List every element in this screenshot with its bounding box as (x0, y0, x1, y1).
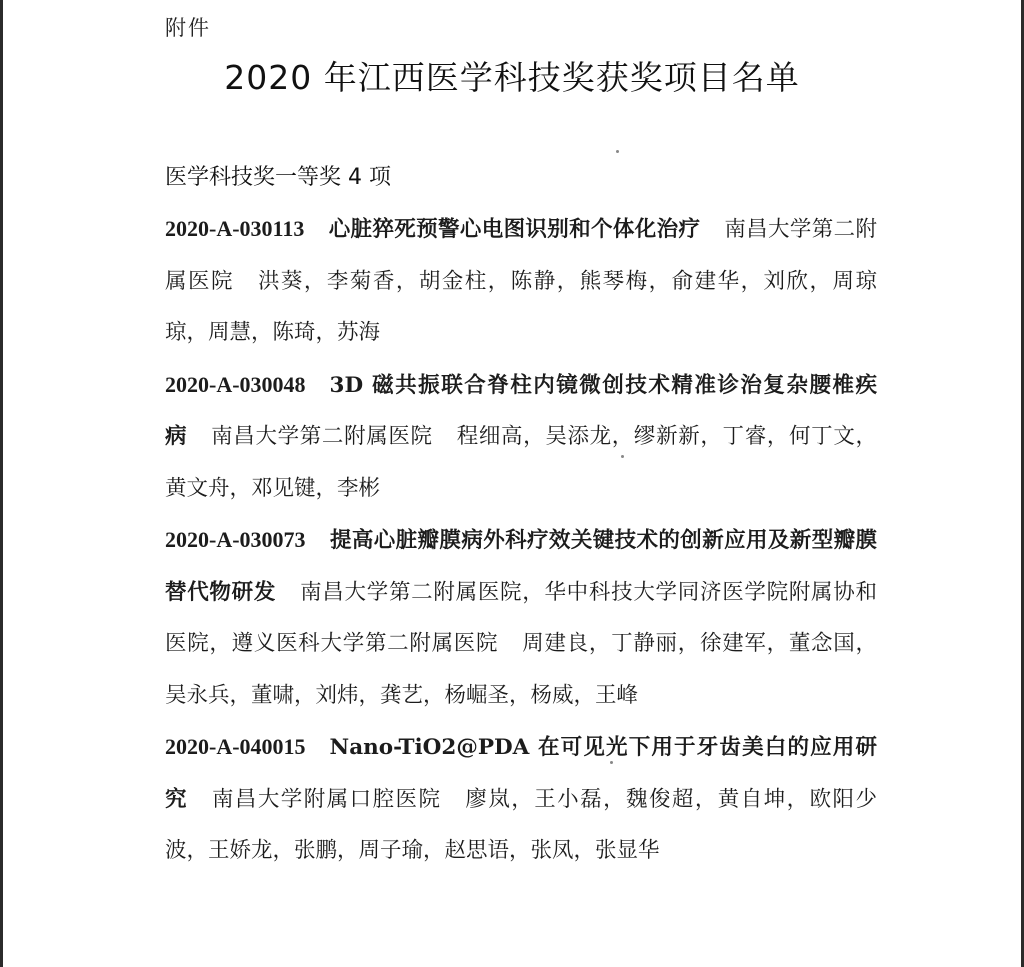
scan-speck (616, 150, 619, 153)
award-entry (165, 203, 877, 359)
project-institution: 南昌大学第二附属医院 (211, 424, 433, 449)
project-title: 心脏猝死预警心电图识别和个体化治疗 (328, 217, 701, 242)
project-members: 廖岚，王小磊，魏俊超，黄自坤，欧阳少波，王娇龙，张鹏，周子瑜，赵思语，张凤，张显华 (165, 786, 877, 863)
project-title: 3D 磁共振联合脊柱内镜微创技术精准诊治复杂腰椎疾病 (165, 372, 877, 449)
award-entry (165, 514, 877, 721)
project-title: Nano-TiO2@PDA 在可见光下用于牙齿美白的应用研究 (165, 735, 877, 812)
award-list (165, 203, 877, 877)
section-heading: 医学科技奖一等奖 4 项 (165, 165, 391, 190)
project-code: 2020-A-030113 (165, 216, 305, 241)
project-code: 2020-A-030048 (165, 371, 306, 397)
document-title: 2020 年江西医学科技奖获奖项目名单 (224, 58, 800, 97)
project-title: 提高心脏瓣膜病外科疗效关键技术的创新应用及新型瓣膜替代物研发 (165, 528, 877, 605)
project-members: 程细高，吴添龙，缪新新，丁睿，何丁文，黄文舟，邓见键，李彬 (165, 424, 877, 501)
scan-speck (621, 455, 624, 458)
project-code: 2020-A-040015 (165, 734, 306, 759)
project-members: 周建良，丁静丽，徐建军，董念国，吴永兵，董啸，刘炜，龚艺，杨崛圣，杨威，王峰 (165, 631, 877, 708)
project-institution: 南昌大学第二附属医院 (165, 217, 877, 294)
award-entry (165, 359, 877, 515)
project-code: 2020-A-030073 (165, 527, 306, 552)
project-institution: 南昌大学附属口腔医院 (211, 786, 442, 812)
project-members: 洪葵，李菊香，胡金柱，陈静，熊琴梅，俞建华，刘欣，周琼琼，周慧，陈琦，苏海 (165, 268, 877, 345)
award-entry (165, 721, 877, 877)
project-institution: 南昌大学第二附属医院，华中科技大学同济医学院附属协和医院，遵义医科大学第二附属医院 (165, 579, 877, 656)
scan-speck (610, 761, 613, 764)
attachment-label: 附件 (165, 16, 211, 40)
